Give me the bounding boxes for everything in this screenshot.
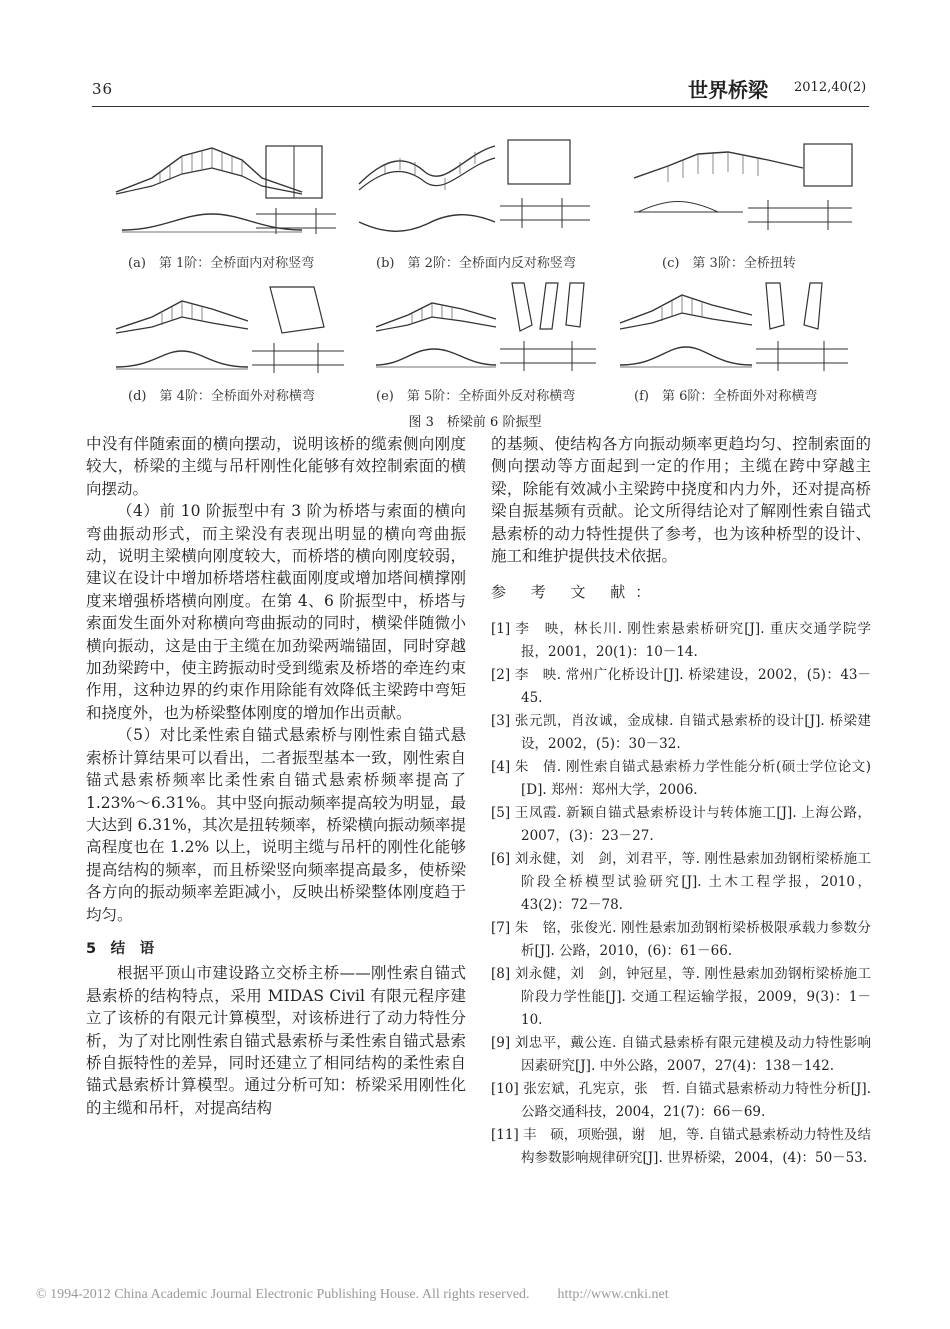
caption-panel-c: (c) 第 3阶：全桥扭转	[662, 256, 796, 271]
reference-item: [11] 丰 硕，项贻强，谢 旭，等. 自锚式悬索桥动力特性及结构参数影响规律研究[J]. 世界桥梁，2004，(4)：50－53.	[491, 1126, 871, 1166]
figure-panel-c	[628, 138, 858, 242]
page-number: 36	[92, 80, 114, 98]
reference-item: [4] 朱 倩. 刚性索自锚式悬索桥力学性能分析(硕士学位论文)[D]. 郑州：郑州大学，2006.	[491, 758, 871, 798]
figure-panel-b	[355, 138, 500, 240]
right-column	[491, 433, 871, 1170]
figure-panel-b-tower	[500, 138, 590, 238]
mode-shape-a-side-view	[256, 142, 336, 242]
left-paragraph-2: （4）前 10 阶振型中有 3 阶为桥塔与索面的横向弯曲振动形式，而主梁没有表现出明显的横向弯曲振动，说明主梁横向刚度较大，而桥塔的横向刚度较弱，建议在设计中增加桥塔塔柱截面刚度或增加塔间横撑刚度来增强桥塔横向刚度。在第 4、6 阶振型中，桥塔与索面发生面外对称横向弯曲振动的同时，横梁伴随微小横向振动，这是由于主缆在加劲梁两端锚固，同时穿越加劲梁跨中，使主跨振动时受到缆索及桥塔的牵连约束作用，这种边界的约束作用除能有效降低主梁跨中弯矩和挠度外，也为桥梁整体刚度的增加作出贡献。	[86, 502, 466, 722]
mode-shape-b-illustration	[355, 138, 500, 240]
figure-panel-d-tower	[252, 283, 344, 381]
header-rule	[92, 106, 869, 107]
mode-shape-d-side-view	[252, 283, 344, 381]
mode-shape-f-side-view	[756, 279, 848, 379]
reference-item: [6] 刘永健，刘 剑，刘君平，等. 刚性悬索加劲钢桁梁桥施工阶段全桥模型试验研究[J]. 土木工程学报，2010，43(2)：72－78.	[491, 850, 871, 913]
left-paragraph-4: 根据平顶山市建设路立交桥主桥——刚性索自锚式悬索桥的结构特点，采用 MIDAS Civil 有限元程序建立了该桥的有限元计算模型，对该桥进行了动力特性分析，为了对比刚性索自锚式悬索桥与柔性索自锚式悬索桥自振特性的差异，同时还建立了相同结构的柔性索自锚式悬索桥计算模型。通过分析可知：桥梁采用刚性化的主缆和吊杆，对提高结构	[86, 964, 466, 1117]
caption-panel-e: (e) 第 5阶：全桥面外反对称横弯	[376, 389, 576, 404]
caption-panel-b: (b) 第 2阶：全桥面内反对称竖弯	[376, 256, 576, 271]
left-column	[86, 433, 466, 1119]
figure-panel-f-tower	[756, 279, 848, 379]
references-heading: 参 考 文 献：	[491, 583, 661, 602]
copyright-footer: © 1994-2012 China Academic Journal Electronic Publishing House. All rights reserved. http://www.cnki.net	[36, 1287, 669, 1302]
reference-item: [9] 刘忠平，戴公连. 自锚式悬索桥有限元建模及动力特性影响因素研究[J]. 中外公路，2007，27(4)：138－142.	[491, 1034, 871, 1074]
section-heading-conclusion: 5 结 语	[86, 940, 155, 957]
journal-issue: 2012,40(2)	[794, 80, 867, 95]
right-paragraph-1: 的基频、使结构各方向振动频率更趋均匀、控制索面的侧向摆动等方面起到一定的作用；主缆在跨中穿越主梁，除能有效减小主梁跨中挠度和内力外，还对提高桥梁自振基频有贡献。论文所得结论对了解刚性索自锚式悬索桥的动力特性提供了参考，也为该种桥型的设计、施工和维护提供技术依据。	[491, 435, 871, 566]
mode-shape-e-illustration	[372, 287, 500, 377]
figure-panel-a-tower	[256, 142, 336, 242]
reference-item: [2] 李 映. 常州广化桥设计[J]. 桥梁建设，2002，(5)：43－45.	[491, 666, 871, 706]
reference-item: [5] 王凤霞. 新颖自锚式悬索桥设计与转体施工[J]. 上海公路，2007，(3)：23－27.	[491, 804, 871, 844]
mode-shape-e-side-view	[500, 279, 596, 379]
caption-panel-d: (d) 第 4阶：全桥面外对称横弯	[128, 389, 315, 404]
figure-panel-e	[372, 287, 500, 377]
figure-title: 图 3 桥梁前 6 阶振型	[408, 415, 542, 430]
mode-shape-d-illustration	[112, 287, 252, 377]
left-paragraph-1: 中没有伴随索面的横向摆动，说明该桥的缆索侧向刚度较大，桥梁的主缆与吊杆刚性化能够有效控制索面的横向摆动。	[86, 435, 466, 498]
reference-list	[491, 618, 871, 1170]
journal-title: 世界桥梁	[688, 78, 768, 102]
mode-shape-b-side-view	[500, 138, 590, 238]
mode-shape-c-illustration	[628, 138, 858, 242]
figure-panel-d	[112, 287, 252, 377]
mode-shape-f-illustration	[616, 285, 756, 377]
reference-item: [1] 李 映，林长川. 刚性索悬索桥研究[J]. 重庆交通学院学报，2001，20(1)：10－14.	[491, 620, 871, 660]
figure-panel-f	[616, 285, 756, 377]
reference-item: [8] 刘永健，刘 剑，钟冠星，等. 刚性悬索加劲钢桁梁桥施工阶段力学性能[J]. 交通工程运输学报，2009，9(3)：1－10.	[491, 965, 871, 1028]
reference-item: [10] 张宏斌，孔宪京，张 哲. 自锚式悬索桥动力特性分析[J]. 公路交通科技，2004，21(7)：66－69.	[491, 1080, 871, 1120]
figure-panel-e-tower	[500, 279, 596, 379]
reference-item: [3] 张元凯，肖汝诚，金成棣. 自锚式悬索桥的设计[J]. 桥梁建设，2002，(5)：30－32.	[491, 712, 871, 752]
left-paragraph-3: （5）对比柔性索自锚式悬索桥与刚性索自锚式悬索桥计算结果可以看出，二者振型基本一致，刚性索自锚式悬索桥频率比柔性索自锚式悬索桥频率提高了 1.23%～6.31%。其中竖向振动频率提高较为明显，最大达到 6.31%，其次是扭转频率，桥梁横向振动频率提高程度也在 1.2% 以上，说明主缆与吊杆的刚性化能够提高结构的频率，而且桥梁竖向频率提高最多，使桥梁各方向的振动频率差距减小，反映出桥梁整体刚度趋于均匀。	[86, 726, 466, 924]
caption-panel-f: (f) 第 6阶：全桥面外对称横弯	[634, 389, 818, 404]
reference-item: [7] 朱 铭，张俊光. 刚性悬索加劲钢桁梁桥极限承载力参数分析[J]. 公路，2010，(6)：61－66.	[491, 919, 871, 959]
caption-panel-a: (a) 第 1阶：全桥面内对称竖弯	[128, 256, 315, 271]
